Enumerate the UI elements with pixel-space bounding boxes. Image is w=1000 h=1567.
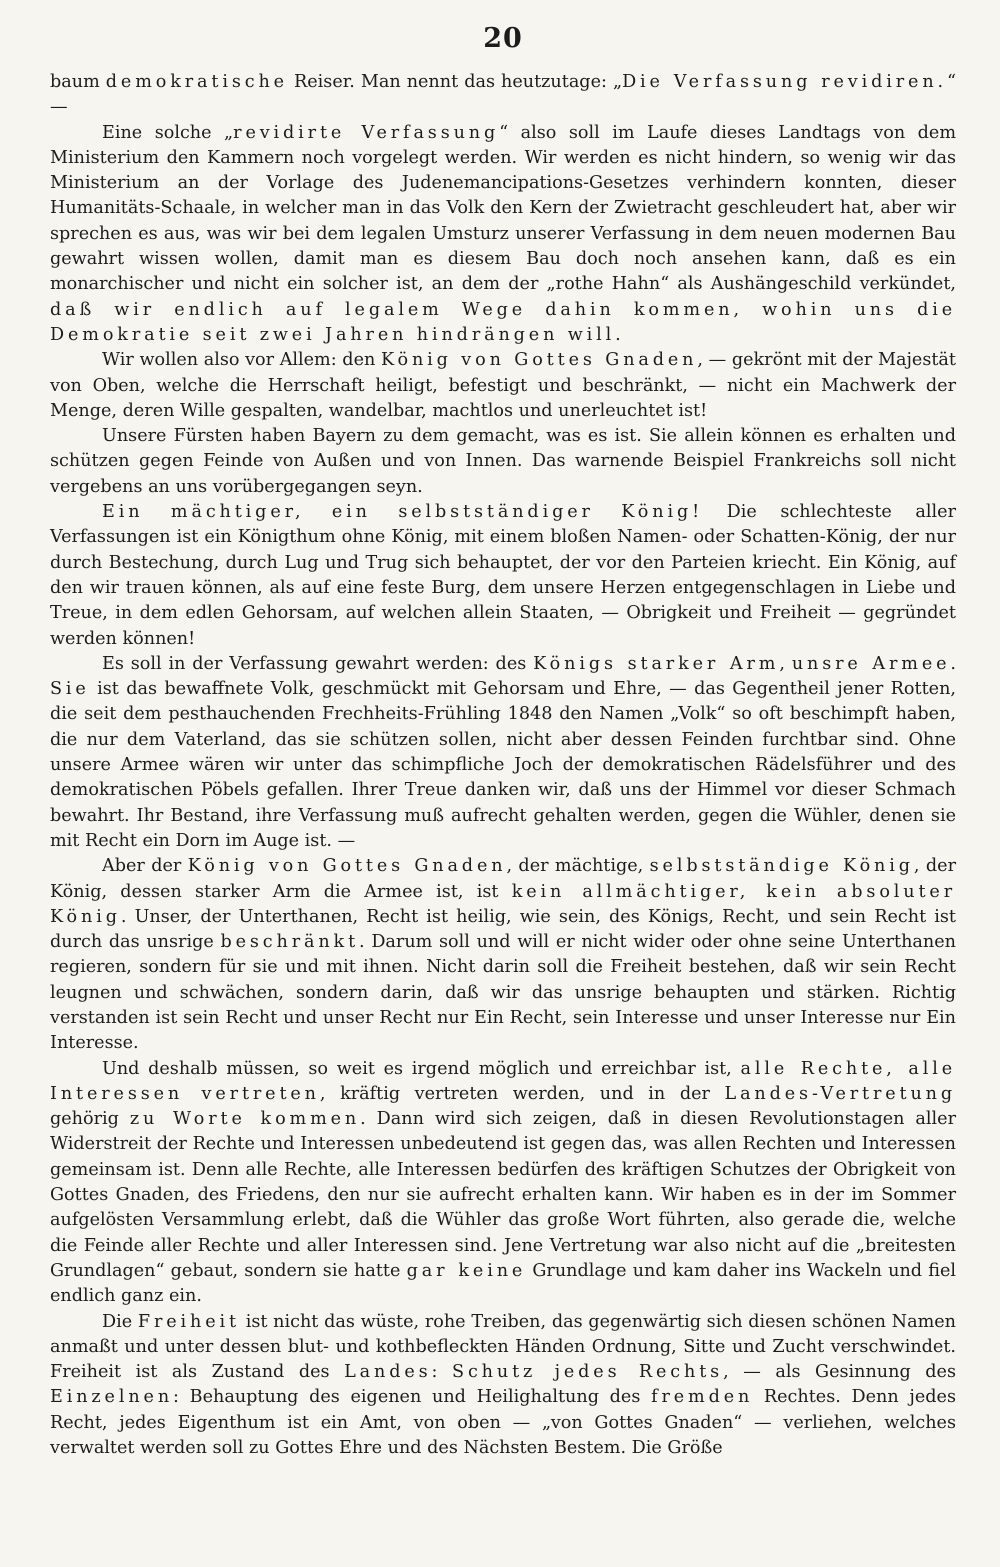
emphasized-text: gar keine xyxy=(406,1260,527,1281)
emphasized-text: kein allmächtiger, kein absoluter König xyxy=(50,881,956,927)
paragraph xyxy=(50,121,956,349)
text-run: Reiser. Man nennt das heutzutage: „ xyxy=(287,72,623,92)
emphasized-text: zu Worte kommen xyxy=(129,1109,361,1130)
text-run: “ — xyxy=(50,72,956,118)
emphasized-text: Landes-Vertretung xyxy=(724,1083,957,1104)
text-run: , der König, dessen starker Arm die Armee ist, ist xyxy=(50,856,956,902)
emphasized-text: Ein mächtiger, ein selbstständiger König! xyxy=(102,502,704,523)
text-run: ist das bewaffnete Volk, geschmückt mit Gehorsam und Ehre, — das Gegentheil jener Rotten, die seit dem pesthauchenden Frechheits-Frühling 1848 den Namen „Volk“ so oft beschimpft haben, die nur dem Vaterland, das sie schützen sollen, nicht aber dessen Feinden furchtbar sind. Ohne unsere Armee wären wir unter das schimpfliche Joch der demokratischen Rädelsführer und des demokratischen Pöbels gefallen. Ihrer Treue danken wir, daß uns der Himmel vor dieser Schmach bewahrt. Ihr Bestand, ihre Verfassung muß aufrecht gehalten werden, gegen die Wühler, denen sie mit Recht ein Dorn im Auge ist. — xyxy=(50,679,956,851)
emphasized-text: Die Verfassung revidiren. xyxy=(622,72,947,92)
text-run: , — als Gesinnung des xyxy=(723,1362,956,1383)
emphasized-text: Freiheit xyxy=(137,1311,240,1332)
paragraph xyxy=(50,70,956,121)
text-run: Es soll in der Verfassung gewahrt werden: des xyxy=(102,653,534,674)
emphasized-text: König von Gottes Gnaden xyxy=(380,350,698,371)
paragraph xyxy=(50,424,956,500)
text-run: Wir wollen also vor Allem: den xyxy=(102,350,381,371)
body-text xyxy=(50,70,956,1461)
text-run: “ also soll im Laufe dieses Landtags von dem Ministerium den Kammern noch vorgelegt werden. Wir werden es nicht hindern, so wenig wir das Ministerium an der Vorlage des Judenemancipations-Gesetzes verhindern konnten, dieser Humanitäts-Schaale, in welcher man in das Volk den Kern der Zwietracht geschleudert hat, aber wir sprechen es aus, was wir bei dem legalen Umsturz unserer Verfassung in dem neuen modernen Bau gewahrt wissen wollen, damit man es diesem Bau doch noch ansehen kann, daß es ein monarchischer und nicht ein solcher ist, an dem der „rothe Hahn“ als Aushängeschild verkündet, xyxy=(50,122,956,295)
text-run: gehörig xyxy=(50,1109,130,1130)
text-run: Die schlechteste aller Verfassungen ist ein Königthum ohne König, mit einem bloßen Namen- oder Schatten-König, der nur durch Bestechung, durch Lug und Trug sich behauptet, der vor den Parteien kriecht. Ein König, auf den wir trauen können, als auf eine feste Burg, dem unsere Herzen entgegenschlagen in Liebe und Treue, in dem edlen Gehorsam, auf welchen allein Staaten, — Obrigkeit und Freiheit — gegründet werden können! xyxy=(50,502,956,649)
emphasized-text: demokratische xyxy=(105,72,288,92)
emphasized-text: Einzelnen xyxy=(50,1387,174,1408)
emphasized-text: beschränkt xyxy=(220,932,360,953)
text-run: . Unser, der Unterthanen, Recht ist heilig, wie sein, des Königs, Recht, und sein Recht ist durch das unsrige xyxy=(50,906,956,953)
text-run: . Darum soll und will er nicht wider oder ohne seine Unterthanen regieren, sondern für sie und mit ihnen. Nicht darin soll die Freiheit bestehen, daß wir sein Recht leugnen und schwächen, sondern darin, daß wir das unsrige behaupten und stärken. Richtig verstanden ist sein Recht und unser Recht nur Ein Recht, sein Interesse und unser Interesse nur Ein Interesse. xyxy=(50,932,956,1054)
emphasized-text: fremden xyxy=(651,1387,754,1408)
text-run: : Behauptung des eigenen und Heilighaltung des xyxy=(173,1387,652,1408)
text-run: , der mächtige, xyxy=(506,856,650,877)
emphasized-text: alle Rechte, alle Interessen vertreten xyxy=(50,1058,956,1104)
text-run: Und deshalb müssen, so weit es irgend möglich und erreichbar ist, xyxy=(102,1058,741,1079)
text-run: Rechtes. Denn jedes Recht, jedes Eigenthum ist ein Amt, von oben — „von Gottes Gnaden“ — verliehen, welches verwaltet werden soll zu Gottes Ehre und des Nächsten Bestem. Die Größe xyxy=(50,1387,956,1459)
text-run: , kräftig vertreten werden, und in der xyxy=(319,1083,725,1104)
text-run: Unsere Fürsten haben Bayern zu dem gemacht, was es ist. Sie allein können es erhalten und schützen gegen Feinde von Außen und von Innen. Das warnende Beispiel Frankreichs soll nicht vergebens an uns vorübergegangen seyn. xyxy=(50,426,956,497)
paragraph xyxy=(50,1310,956,1462)
text-run: , xyxy=(779,653,792,674)
page-number: 20 xyxy=(483,23,523,54)
text-run: ist nicht das wüste, rohe Treiben, das gegenwärtig sich diesen schönen Namen anmaßt und unter dessen blut- und kothbefleckten Händen Ordnung, Sitte und Zucht verschwindet. Freiheit ist als Zustand des xyxy=(50,1311,956,1383)
emphasized-text: Sie xyxy=(50,679,90,700)
emphasized-text: daß wir endlich auf legalem Wege dahin kommen, wohin uns die Demokratie seit zwei Jahren hindrängen will. xyxy=(50,299,956,345)
text-run: , — gekrönt mit der Majestät von Oben, welche die Herrschaft heiligt, befestigt und beschränkt, — nicht ein Machwerk der Menge, deren Wille gespalten, wandelbar, machtlos und unerleuchtet ist! xyxy=(50,350,956,421)
text-run: Grundlage und kam daher ins Wackeln und fiel endlich ganz ein. xyxy=(50,1260,956,1307)
paragraph xyxy=(50,500,956,652)
paragraph xyxy=(50,348,956,424)
emphasized-text: Schutz jedes Rechts xyxy=(452,1362,724,1383)
emphasized-text: revidirte Verfassung xyxy=(233,122,500,143)
text-run: Aber der xyxy=(102,856,188,877)
emphasized-text: Landes xyxy=(344,1362,432,1383)
text-run: . xyxy=(950,653,956,674)
text-run: . Dann wird sich zeigen, daß in diesen Revolutionstagen aller Widerstreit der Rechte und Interessen unbedeutend ist gegen das, was allen Rechten und Interessen gemeinsam ist. Denn alle Rechte, alle Interessen bedürfen des kräftigen Schutzes der Obrigkeit von Gottes Gnaden, des Friedens, den nur sie aufrecht erhalten kann. Wir haben es in der im Sommer aufgelösten Versammlung erlebt, daß die Wühler das große Wort führten, also gerade die, welche die Feinde aller Rechte und aller Interessen sind. Jene Vertretung war also nicht auf die „breitesten Grundlagen“ gebaut, sondern sie hatte xyxy=(50,1109,956,1281)
paragraph xyxy=(50,1057,956,1310)
text-run: baum xyxy=(50,72,106,92)
emphasized-text: selbstständige König xyxy=(649,856,914,877)
emphasized-text: unsre Armee xyxy=(791,653,951,674)
text-run: Eine solche „ xyxy=(102,122,234,143)
paragraph xyxy=(50,854,956,1056)
text-run: Die xyxy=(102,1311,138,1332)
paragraph xyxy=(50,652,956,854)
emphasized-text: König von Gottes Gnaden xyxy=(187,856,507,877)
emphasized-text: Königs starker Arm xyxy=(533,653,780,674)
text-run: : xyxy=(431,1362,453,1383)
